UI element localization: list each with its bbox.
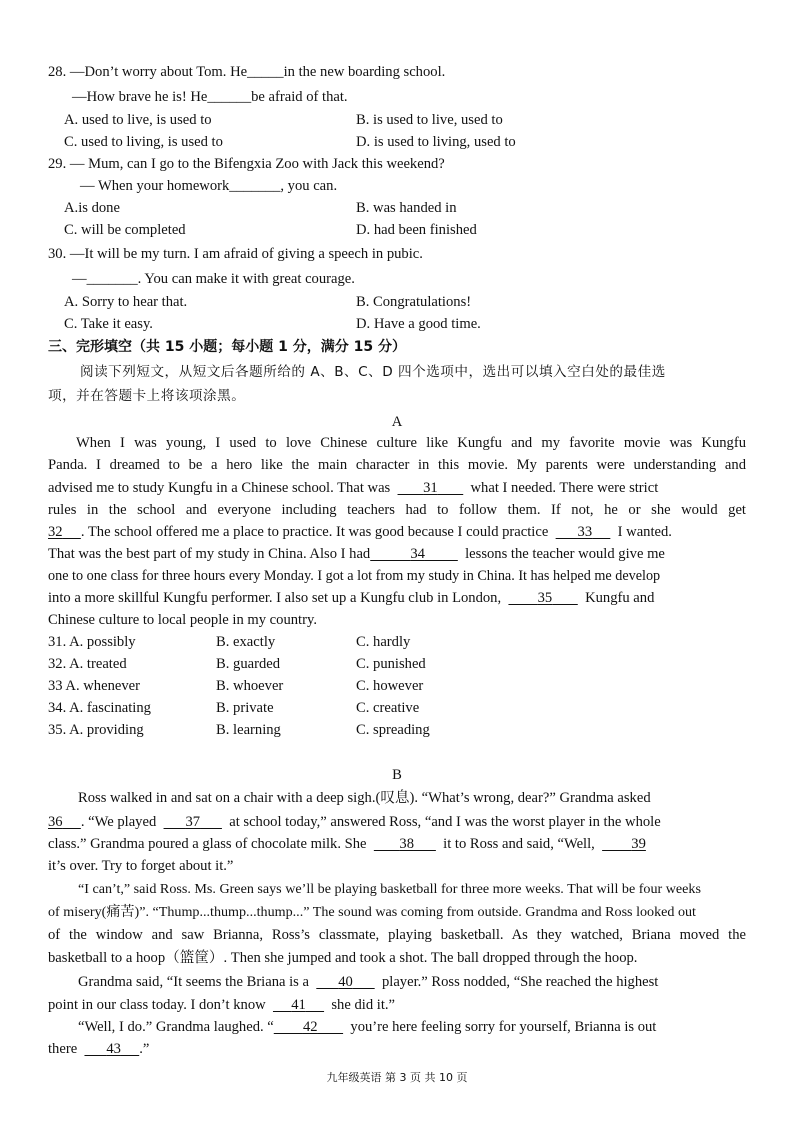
section-instruction-1: 阅读下列短文，从短文后各题所给的 A、B、C、D 四个选项中，选出可以填入空白处的最佳选 [80,364,666,380]
q28-reply: —How brave he is! He______be afraid of that. [72,89,348,105]
option-31-c: C. hardly [356,634,411,650]
passage-a-label: A [391,414,403,430]
passage-a-line-1: When I was young, I used to love Chinese culture like Kungfu and my favorite movie was Kungfu [76,435,746,451]
passage-b-line-1: Ross walked in and sat on a chair with a deep sigh.(叹息). “What’s wrong, dear?” Grandma asked [78,790,651,806]
passage-b-line-5: “I can’t,” said Ross. Ms. Green says we’ll be playing basketball for three more weeks. That will be four weeks [78,881,701,897]
option-31-a: 31. A. possibly [48,634,136,650]
passage-b-line-12: there 43 .” [48,1041,150,1057]
q28-option-d: D. is used to living, used to [356,134,516,150]
blank-43: 43 [106,1041,121,1057]
q28-stem: 28. —Don’t worry about Tom. He_____in the new boarding school. [48,64,446,80]
passage-a-line-6: That was the best part of my study in China. Also I had 34 lessons the teacher would give me [48,546,665,562]
q30-option-b: B. Congratulations! [356,294,472,310]
passage-a-line-8: into a more skillful Kungfu performer. I also set up a Kungfu club in London, 35 Kungfu and [48,590,655,606]
passage-a-line-4: rules in the school and everyone including teachers had to follow them. If not, he or she would get [48,502,746,518]
passage-a-line-9: Chinese culture to local people in my country. [48,612,317,628]
option-32-a: 32. A. treated [48,656,127,672]
q29-option-a: A.is done [64,200,120,216]
passage-b-line-2: 36 . “We played 37 at school today,” answered Ross, “and I was the worst player in the whole [48,814,661,830]
passage-b-line-8: basketball to a hoop（篮筐）. Then she jumped and took a shot. The ball dropped through the hoop. [48,950,638,966]
q30-option-c: C. Take it easy. [64,316,153,332]
passage-b-line-10: point in our class today. I don’t know 41 she did it.” [48,997,395,1013]
q28-option-a: A. used to live, is used to [64,112,212,128]
passage-b-line-7: of the window and saw Brianna, Ross’s classmate, playing basketball. As they watched, Briana moved the [48,927,746,943]
q30-reply: —_______. You can make it with great courage. [72,271,355,287]
q28-option-c: C. used to living, is used to [64,134,223,150]
passage-a-line-2: Panda. I dreamed to be a hero like the main character in this movie. My parents were understanding and [48,457,746,473]
passage-b-line-11: “Well, I do.” Grandma laughed. “ 42 you’re here feeling sorry for yourself, Brianna is out [78,1019,657,1035]
option-34-b: B. private [216,700,274,716]
section-instruction-2: 项，并在答题卡上将该项涂黑。 [48,388,246,404]
passage-a-line-5: 32 . The school offered me a place to practice. It was good because I could practice 33 I wanted. [48,524,672,540]
passage-b-line-3: class.” Grandma poured a glass of chocolate milk. She 38 it to Ross and said, “Well, 39 [48,836,646,852]
q29-option-c: C. will be completed [64,222,186,238]
blank-38: 38 [399,836,414,852]
q29-option-d: D. had been finished [356,222,477,238]
blank-32: 32 [48,524,63,540]
passage-b-line-4: it’s over. Try to forget about it.” [48,858,234,874]
q29-option-b: B. was handed in [356,200,457,216]
option-35-c: C. spreading [356,722,430,738]
blank-31: 31 [423,480,438,496]
passage-a-line-3: advised me to study Kungfu in a Chinese school. That was 31 what I needed. There were strict [48,480,659,496]
option-34-a: 34. A. fascinating [48,700,151,716]
option-35-a: 35. A. providing [48,722,144,738]
option-34-c: C. creative [356,700,420,716]
option-33-b: B. whoever [216,678,284,694]
blank-42: 42 [302,1019,318,1035]
blank-34: 34 [410,546,425,562]
passage-b-line-6: of misery(痛苦)”. “Thump...thump...thump...” The sound was coming from outside. Grandma and Ross looked out [48,904,696,920]
blank-36: 36 [48,814,63,830]
section-heading: 三、完形填空（共 15 小题；每小题 1 分，满分 15 分） [48,339,406,355]
passage-a-line-7: one to one class for three hours every Monday. I got a lot from my study in China. It has helped me develop [48,568,661,584]
q30-option-d: D. Have a good time. [356,316,481,332]
blank-35: 35 [537,590,553,606]
option-35-b: B. learning [216,722,281,738]
blank-39: 39 [631,836,646,852]
option-32-c: C. punished [356,656,426,672]
option-33-c: C. however [356,678,424,694]
option-31-b: B. exactly [216,634,276,650]
q29-reply: — When your homework_______, you can. [80,178,338,194]
option-32-b: B. guarded [216,656,281,672]
option-33-a: 33 A. whenever [48,678,140,694]
q30-stem: 30. —It will be my turn. I am afraid of giving a speech in pubic. [48,246,423,262]
blank-41: 41 [291,997,306,1013]
q30-option-a: A. Sorry to hear that. [64,294,188,310]
blank-33: 33 [577,524,593,540]
blank-37: 37 [185,814,201,830]
blank-40: 40 [338,974,353,990]
passage-b-line-9: Grandma said, “It seems the Briana is a 40 player.” Ross nodded, “She reached the highest [78,974,659,990]
passage-b-label: B [392,767,402,783]
page-footer: 九年级英语 第 3 页 共 10 页 [326,1071,468,1084]
q29-stem: 29. — Mum, can I go to the Bifengxia Zoo with Jack this weekend? [48,156,445,172]
q28-option-b: B. is used to live, used to [356,112,503,128]
